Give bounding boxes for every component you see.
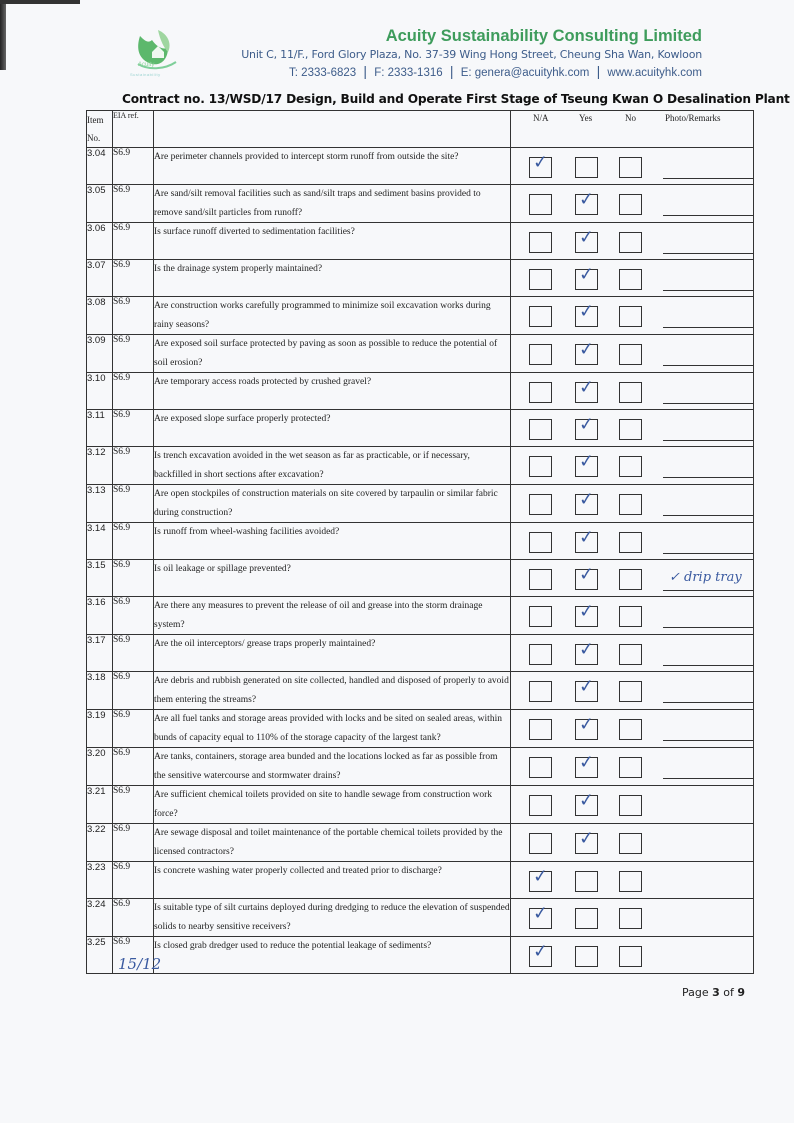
remarks-line[interactable] <box>663 590 753 591</box>
question-text: Are the oil interceptors/ grease traps properly maintained? <box>154 635 511 672</box>
remarks-line[interactable] <box>663 515 753 516</box>
table-row <box>87 523 754 560</box>
checkbox-na[interactable] <box>529 306 552 327</box>
answer-cell <box>511 297 754 335</box>
checkbox-no[interactable] <box>619 306 642 327</box>
table-row <box>87 410 754 447</box>
checkbox-na[interactable] <box>529 344 552 365</box>
eia-reference: S6.9 <box>113 485 154 523</box>
answer-cell <box>511 899 754 937</box>
question-text: Is closed grab dredger used to reduce the potential leakage of sediments? <box>154 937 511 974</box>
check-icon: ✓ <box>578 263 595 286</box>
check-icon: ✓ <box>532 151 549 174</box>
checkbox-no[interactable] <box>619 344 642 365</box>
question-text: Are construction works carefully programmed to minimize soil excavation works during rainy seasons? <box>154 297 511 335</box>
item-number: 3.09 <box>87 335 113 373</box>
table-row <box>87 597 754 635</box>
checkbox-no[interactable] <box>619 681 642 702</box>
checklist-table <box>86 110 754 974</box>
checkbox-no[interactable] <box>619 194 642 215</box>
question-text: Are temporary access roads protected by crushed gravel? <box>154 373 511 410</box>
question-text: Are there any measures to prevent the release of oil and grease into the storm drainage system? <box>154 597 511 635</box>
check-icon: ✓ <box>578 600 595 623</box>
checkbox-yes[interactable] <box>575 376 598 403</box>
eia-reference: S6.9 <box>113 824 154 862</box>
item-number: 3.21 <box>87 786 113 824</box>
company-contact <box>289 63 702 79</box>
table-row <box>87 485 754 523</box>
question-text: Is runoff from wheel-washing facilities avoided? <box>154 523 511 560</box>
check-icon: ✓ <box>578 638 595 661</box>
item-header-line1: Item <box>87 115 104 125</box>
item-number: 3.22 <box>87 824 113 862</box>
item-number: 3.11 <box>87 410 113 447</box>
table-row <box>87 899 754 937</box>
checkbox-yes[interactable] <box>575 226 598 253</box>
check-icon: ✓ <box>532 865 549 888</box>
scan-edge <box>0 0 6 70</box>
checkbox-yes[interactable] <box>575 713 598 740</box>
checkbox-na[interactable] <box>529 606 552 627</box>
eia-reference: S6.9 <box>113 560 154 597</box>
answer-cell <box>511 862 754 899</box>
page-current: 3 <box>712 986 720 999</box>
answer-cell <box>511 223 754 260</box>
check-icon: ✓ <box>578 563 595 586</box>
eia-reference: S6.9 <box>113 786 154 824</box>
check-icon: ✓ <box>578 226 595 249</box>
answer-cell <box>511 410 754 447</box>
answer-cell <box>511 560 754 597</box>
table-row <box>87 710 754 748</box>
checkbox-no[interactable] <box>619 946 642 967</box>
answer-cell <box>511 447 754 485</box>
answer-cell <box>511 710 754 748</box>
remarks-header: Photo/Remarks <box>665 113 721 123</box>
item-number: 3.13 <box>87 485 113 523</box>
question-text: Are sand/silt removal facilities such as sand/silt traps and sediment basins provided to remove sand/silt particles from runoff? <box>154 185 511 223</box>
item-number: 3.12 <box>87 447 113 485</box>
remarks-line[interactable] <box>663 253 753 254</box>
remarks-line[interactable] <box>663 290 753 291</box>
item-number: 3.14 <box>87 523 113 560</box>
checkbox-yes[interactable] <box>575 751 598 778</box>
checkbox-yes[interactable] <box>575 188 598 215</box>
remarks-line[interactable] <box>663 365 753 366</box>
page-mid: of <box>719 986 738 999</box>
item-no-header <box>87 111 113 148</box>
checkbox-yes[interactable] <box>575 563 598 590</box>
answer-cell <box>511 597 754 635</box>
question-text: Is trench excavation avoided in the wet season as far as practicable, or if necessary, backfilled in short sections after excavation? <box>154 447 511 485</box>
answer-cell <box>511 635 754 672</box>
table-row <box>87 937 754 974</box>
checkbox-no[interactable] <box>619 157 642 178</box>
table-row <box>87 148 754 185</box>
remarks-line[interactable] <box>663 702 753 703</box>
checkbox-na[interactable] <box>529 757 552 778</box>
item-number: 3.05 <box>87 185 113 223</box>
item-header-line2: No. <box>87 133 101 143</box>
answer-cell <box>511 748 754 786</box>
answer-cell <box>511 937 754 974</box>
remarks-line[interactable] <box>663 440 753 441</box>
checkbox-yes[interactable] <box>575 450 598 477</box>
checkbox-yes[interactable] <box>575 300 598 327</box>
answer-cell <box>511 786 754 824</box>
checkbox-no[interactable] <box>619 719 642 740</box>
question-header <box>154 111 511 148</box>
separator: | <box>363 63 368 79</box>
item-number: 3.06 <box>87 223 113 260</box>
table-row <box>87 447 754 485</box>
checkbox-na[interactable] <box>529 833 552 854</box>
checkbox-na[interactable] <box>529 569 552 590</box>
eia-ref-header: EIA ref. <box>113 111 154 148</box>
page-total: 9 <box>737 986 746 999</box>
na-header: N/A <box>533 113 549 123</box>
check-icon: ✓ <box>578 526 595 549</box>
check-icon: ✓ <box>578 413 595 436</box>
question-text: Is concrete washing water properly collected and treated prior to discharge? <box>154 862 511 899</box>
checkbox-yes[interactable] <box>575 488 598 515</box>
answer-cell <box>511 824 754 862</box>
checkbox-na[interactable] <box>529 532 552 553</box>
website-link[interactable]: www.acuityhk.com <box>607 67 702 79</box>
checkbox-na[interactable] <box>529 795 552 816</box>
company-name: Acuity Sustainability Consulting Limited <box>385 27 702 45</box>
check-icon: ✓ <box>578 751 595 774</box>
item-number: 3.04 <box>87 148 113 185</box>
answer-cell <box>511 485 754 523</box>
checkbox-na[interactable] <box>529 151 552 178</box>
eia-reference: S6.9 <box>113 447 154 485</box>
remarks-line[interactable] <box>663 665 753 666</box>
table-row <box>87 635 754 672</box>
checkbox-yes[interactable] <box>575 338 598 365</box>
item-number: 3.19 <box>87 710 113 748</box>
checkbox-na[interactable] <box>529 940 552 967</box>
item-number: 3.08 <box>87 297 113 335</box>
checkbox-no[interactable] <box>619 606 642 627</box>
remarks-line[interactable] <box>663 627 753 628</box>
yes-header: Yes <box>579 113 593 123</box>
checkbox-no[interactable] <box>619 382 642 403</box>
page-number <box>682 986 745 999</box>
table-row <box>87 335 754 373</box>
handwritten-date: 15/12 <box>118 955 162 973</box>
checkbox-yes[interactable] <box>575 871 598 892</box>
table-row <box>87 223 754 260</box>
answer-cell <box>511 260 754 297</box>
question-text: Is oil leakage or spillage prevented? <box>154 560 511 597</box>
check-icon: ✓ <box>532 940 549 963</box>
eia-reference: S6.9 <box>113 748 154 786</box>
checkbox-yes[interactable] <box>575 157 598 178</box>
remarks-line[interactable] <box>663 477 753 478</box>
checkbox-no[interactable] <box>619 908 642 929</box>
checkbox-yes[interactable] <box>575 789 598 816</box>
question-text: Are sewage disposal and toilet maintenance of the portable chemical toilets provided by the licensed contractors? <box>154 824 511 862</box>
question-text: Is surface runoff diverted to sedimentation facilities? <box>154 223 511 260</box>
eia-reference: S6.9 <box>113 523 154 560</box>
checkbox-yes[interactable] <box>575 827 598 854</box>
eia-reference: S6.9 <box>113 635 154 672</box>
email-link[interactable]: E: genera@acuityhk.com <box>460 67 590 79</box>
phone: T: 2333-6823 <box>289 67 357 79</box>
header-row <box>87 111 754 148</box>
answer-cell <box>511 148 754 185</box>
checkbox-na[interactable] <box>529 644 552 665</box>
separator: | <box>596 63 601 79</box>
eia-reference: S6.9 <box>113 297 154 335</box>
table-row <box>87 260 754 297</box>
table-row <box>87 672 754 710</box>
check-icon: ✓ <box>578 827 595 850</box>
check-icon: ✓ <box>578 789 595 812</box>
fax: F: 2333-1316 <box>374 67 443 79</box>
answer-cell <box>511 185 754 223</box>
check-icon: ✓ <box>578 376 595 399</box>
contract-title: Contract no. 13/WSD/17 Design, Build and Operate First Stage of Tseung Kwan O Desalination Plant <box>122 92 790 106</box>
eia-reference: S6.9 <box>113 710 154 748</box>
question-text: Is suitable type of silt curtains deployed during dredging to reduce the elevation of suspended solids to nearby sensitive receivers? <box>154 899 511 937</box>
item-number: 3.25 <box>87 937 113 974</box>
eia-reference: S6.9 <box>113 185 154 223</box>
question-text: Are tanks, containers, storage area bunded and the locations locked as far as possible from the sensitive watercourse and stormwater drains? <box>154 748 511 786</box>
checkbox-no[interactable] <box>619 644 642 665</box>
remarks-text: ✓ drip tray <box>669 570 742 585</box>
item-number: 3.07 <box>87 260 113 297</box>
checkbox-na[interactable] <box>529 865 552 892</box>
checkbox-yes[interactable] <box>575 526 598 553</box>
checkbox-na[interactable] <box>529 194 552 215</box>
checkbox-na[interactable] <box>529 269 552 290</box>
question-text: Are perimeter channels provided to intercept storm runoff from outside the site? <box>154 148 511 185</box>
checkbox-na[interactable] <box>529 902 552 929</box>
remarks-line[interactable] <box>663 403 753 404</box>
eia-reference: S6.9 <box>113 672 154 710</box>
eia-reference: S6.9 <box>113 148 154 185</box>
checkbox-no[interactable] <box>619 269 642 290</box>
table-row <box>87 373 754 410</box>
checkbox-na[interactable] <box>529 382 552 403</box>
checkbox-na[interactable] <box>529 419 552 440</box>
table-row <box>87 185 754 223</box>
checkbox-no[interactable] <box>619 757 642 778</box>
eia-reference: S6.9 <box>113 223 154 260</box>
answer-cell <box>511 335 754 373</box>
checkbox-no[interactable] <box>619 456 642 477</box>
checkbox-no[interactable] <box>619 419 642 440</box>
check-icon: ✓ <box>532 902 549 925</box>
logo-text: Acuity <box>138 62 155 68</box>
checkbox-na[interactable] <box>529 681 552 702</box>
answer-cell <box>511 523 754 560</box>
logo-subtext: Sustainability <box>130 72 161 77</box>
check-icon: ✓ <box>578 488 595 511</box>
scan-edge-top <box>0 0 80 4</box>
table-row <box>87 862 754 899</box>
question-text: Are sufficient chemical toilets provided on site to handle sewage from construction work force? <box>154 786 511 824</box>
table-row <box>87 297 754 335</box>
checkbox-no[interactable] <box>619 833 642 854</box>
table-row <box>87 786 754 824</box>
checkbox-no[interactable] <box>619 871 642 892</box>
checkbox-yes[interactable] <box>575 413 598 440</box>
answer-cell <box>511 373 754 410</box>
checkbox-no[interactable] <box>619 795 642 816</box>
checkbox-yes[interactable] <box>575 638 598 665</box>
checkbox-no[interactable] <box>619 569 642 590</box>
item-number: 3.17 <box>87 635 113 672</box>
eia-reference: S6.9 <box>113 597 154 635</box>
check-icon: ✓ <box>578 450 595 473</box>
remarks-line[interactable] <box>663 215 753 216</box>
eia-reference: S6.9 <box>113 862 154 899</box>
check-icon: ✓ <box>578 713 595 736</box>
checkbox-no[interactable] <box>619 532 642 553</box>
eia-reference: S6.9 <box>113 373 154 410</box>
checkbox-na[interactable] <box>529 719 552 740</box>
answer-header <box>511 111 754 148</box>
eia-reference: S6.9 <box>113 260 154 297</box>
checkbox-na[interactable] <box>529 232 552 253</box>
eia-reference: S6.9 <box>113 335 154 373</box>
eia-reference: S6.9 <box>113 410 154 447</box>
check-icon: ✓ <box>578 338 595 361</box>
check-icon: ✓ <box>578 675 595 698</box>
eia-reference: S6.9 <box>113 899 154 937</box>
table-row <box>87 748 754 786</box>
item-number: 3.20 <box>87 748 113 786</box>
answer-cell <box>511 672 754 710</box>
question-text: Are all fuel tanks and storage areas provided with locks and be sited on sealed areas, within bunds of capacity equal to 110% of the storage capacity of the largest tank? <box>154 710 511 748</box>
item-number: 3.10 <box>87 373 113 410</box>
question-text: Are exposed slope surface properly protected? <box>154 410 511 447</box>
checkbox-yes[interactable] <box>575 946 598 967</box>
checkbox-na[interactable] <box>529 456 552 477</box>
remarks-line[interactable] <box>663 740 753 741</box>
question-text: Are open stockpiles of construction materials on site covered by tarpaulin or similar fabric during construction? <box>154 485 511 523</box>
checkbox-yes[interactable] <box>575 675 598 702</box>
remarks-line[interactable] <box>663 327 753 328</box>
item-number: 3.23 <box>87 862 113 899</box>
item-number: 3.24 <box>87 899 113 937</box>
checkbox-na[interactable] <box>529 494 552 515</box>
no-header: No <box>625 113 636 123</box>
checkbox-no[interactable] <box>619 494 642 515</box>
remarks-line[interactable] <box>663 178 753 179</box>
item-number: 3.16 <box>87 597 113 635</box>
separator: | <box>449 63 454 79</box>
checkbox-no[interactable] <box>619 232 642 253</box>
question-text: Are debris and rubbish generated on site collected, handled and disposed of properly to avoid them entering the streams? <box>154 672 511 710</box>
remarks-line[interactable] <box>663 553 753 554</box>
company-address: Unit C, 11/F., Ford Glory Plaza, No. 37-39 Wing Hong Street, Cheung Sha Wan, Kowloon <box>241 48 702 61</box>
page-prefix: Page <box>682 986 713 999</box>
table-row <box>87 560 754 597</box>
eia-reference: S6.9 <box>113 937 154 974</box>
checkbox-yes[interactable] <box>575 263 598 290</box>
checkbox-yes[interactable] <box>575 908 598 929</box>
item-number: 3.18 <box>87 672 113 710</box>
table-row <box>87 824 754 862</box>
question-text: Is the drainage system properly maintained? <box>154 260 511 297</box>
remarks-line[interactable] <box>663 778 753 779</box>
checkbox-yes[interactable] <box>575 600 598 627</box>
item-number: 3.15 <box>87 560 113 597</box>
check-icon: ✓ <box>578 300 595 323</box>
question-text: Are exposed soil surface protected by paving as soon as possible to reduce the potential of soil erosion? <box>154 335 511 373</box>
check-icon: ✓ <box>578 188 595 211</box>
